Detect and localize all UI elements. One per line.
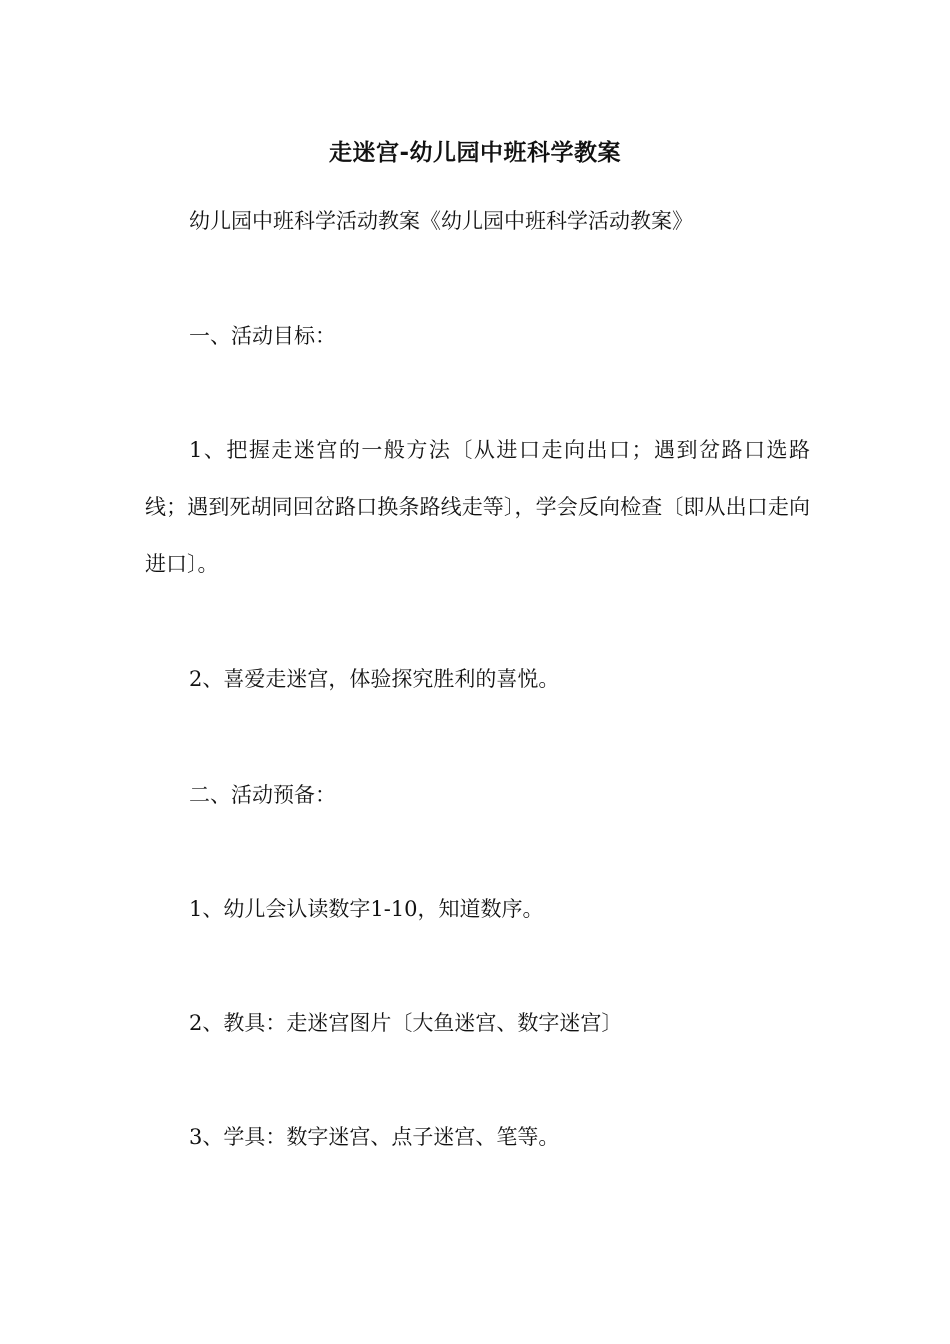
goal-item-2: 2、喜爱走迷宫，体验探究胜利的喜悦。 xyxy=(189,667,560,691)
section-heading-preparation: 二、活动预备： xyxy=(189,783,336,807)
goal-item-1: 1、把握走迷宫的一般方法〔从进口走向出口；遇到岔路口选路线；遇到死胡同回岔路口换条路线走等〕，学会反向检查〔即从出口走向进口〕。 xyxy=(145,438,810,576)
preparation-item-2: 2、教具：走迷宫图片〔大鱼迷宫、数字迷宫〕 xyxy=(189,1011,623,1035)
preparation-item-3: 3、学具：数字迷宫、点子迷宫、笔等。 xyxy=(189,1125,560,1149)
intro-paragraph: 幼儿园中班科学活动教案《幼儿园中班科学活动教案》 xyxy=(189,209,693,233)
section-heading-goals: 一、活动目标： xyxy=(189,324,336,348)
document-title: 走迷宫-幼儿园中班科学教案 xyxy=(328,140,622,166)
preparation-item-1: 1、幼儿会认读数字1-10，知道数序。 xyxy=(189,897,544,921)
